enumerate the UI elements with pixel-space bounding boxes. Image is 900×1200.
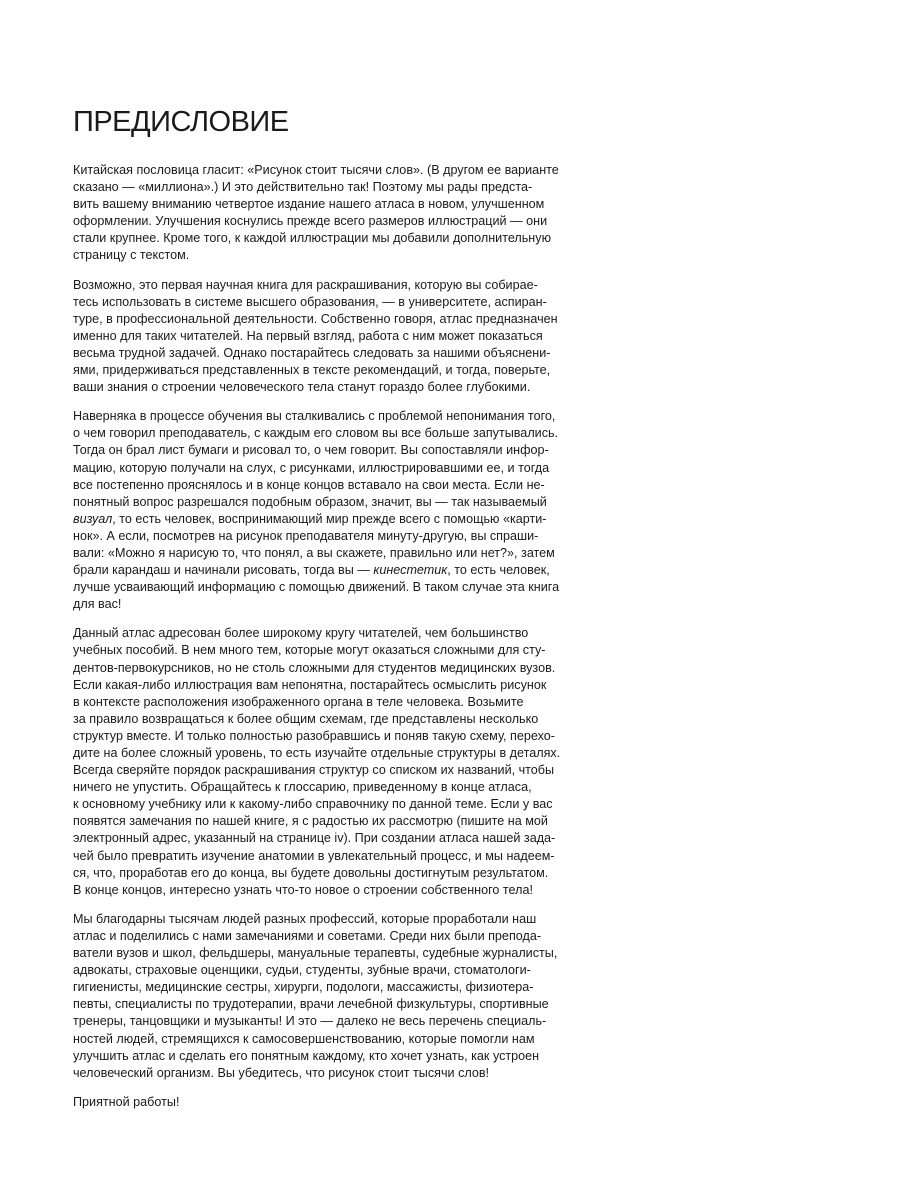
text-line: Китайская пословица гласит: «Рисунок стоит тысячи слов». (В другом ее варианте (73, 163, 559, 177)
text-line: в контексте расположения изображенного органа в теле человека. Возьмите (73, 694, 524, 709)
text-line: ностей людей, стремящихся к самосовершенствованию, которые помогли нам (73, 1031, 535, 1046)
text-line: для вас! (73, 597, 122, 612)
text-line: сказано — «миллиона».) И это действительно так! Поэтому мы рады предста- (73, 180, 533, 195)
text-line: тесь использовать в системе высшего образования, — в университете, аспиран- (73, 294, 547, 309)
page-title: ПРЕДИСЛОВИЕ (73, 106, 289, 138)
text-line: брали карандаш и начинали рисовать, тогда вы — кинестетик, то есть человек, (73, 563, 550, 578)
text-line: электронный адрес, указанный на странице iv). При создании атласа нашей зада- (73, 831, 556, 846)
text-line: В конце концов, интересно узнать что-то новое о строении собственного тела! (73, 882, 533, 897)
text-line: весьма трудной задачей. Однако постарайтесь следовать за нашими объяснени- (73, 345, 551, 360)
paragraph (73, 277, 579, 397)
text-line: нок». А если, посмотрев на рисунок преподавателя минуту-другую, вы спраши- (73, 528, 539, 543)
text-line: чей было превратить изучение анатомии в увлекательный процесс, и мы надеем- (73, 848, 555, 863)
text-line: стали крупнее. Кроме того, к каждой иллюстрации мы добавили дополнительную (73, 231, 552, 246)
text-line: Наверняка в процессе обучения вы сталкивались с проблемой непонимания того, (73, 409, 556, 424)
paragraph (73, 162, 579, 265)
text-line: ничего не упустить. Обращайтесь к глоссарию, приведенному в конце атласа, (73, 780, 532, 795)
text-line: гигиенисты, медицинские сестры, хирурги, подологи, массажисты, физиотера- (73, 980, 534, 995)
text-line: появятся замечания по нашей книге, я с радостью их рассмотрю (пишите на мой (73, 814, 548, 829)
text-line: Данный атлас адресован более широкому кругу читателей, чем большинство (73, 626, 529, 641)
text-line: мацию, которую получали на слух, с рисунками, иллюстрировавшими ее, и тогда (73, 460, 550, 475)
text-line: понятный вопрос разрешался подобным образом, значит, вы — так называемый (73, 494, 547, 509)
text-line: визуал, то есть человек, воспринимающий мир прежде всего с помощью «карти- (73, 511, 547, 526)
text-line: туре, в профессиональной деятельности. Собственно говоря, атлас предназначен (73, 311, 558, 326)
text-line: человеческий организм. Вы убедитесь, что рисунок стоит тысячи слов! (73, 1065, 490, 1080)
text-line: ся, что, проработав его до конца, вы будете довольны достигнутым результатом. (73, 865, 549, 880)
text-line: ями, придерживаться представленных в тексте рекомендаций, и тогда, поверьте, (73, 363, 551, 378)
paragraph (73, 1094, 579, 1111)
text-line: вить вашему вниманию четвертое издание нашего атласа в новом, улучшенном (73, 197, 545, 212)
text-line: певты, специалисты по трудотерапии, врачи лечебной физкультуры, спортивные (73, 997, 549, 1012)
text-line: ваши знания о строении человеческого тела станут гораздо более глубокими. (73, 380, 531, 395)
text-line: структур вместе. И только полностью разобравшись и поняв такую схему, перехо- (73, 728, 555, 743)
paragraph (73, 408, 579, 613)
text-line: страницу с текстом. (73, 248, 190, 263)
text-line: улучшить атлас и сделать его понятным каждому, кто хочет узнать, как устроен (73, 1048, 540, 1063)
text-line: все постепенно прояснялось и в конце концов вставало на свои места. Если не- (73, 477, 545, 492)
paragraph (73, 625, 579, 899)
body-text (73, 162, 579, 1111)
text-line: к основному учебнику или к какому-либо справочнику по данной теме. Если у вас (73, 797, 553, 812)
text-line: Всегда сверяйте порядок раскрашивания структур со списком их названий, чтобы (73, 763, 555, 778)
text-line: Возможно, это первая научная книга для раскрашивания, которую вы собирае- (73, 277, 538, 292)
text-line: учебных пособий. В нем много тем, которые могут оказаться сложными для сту- (73, 643, 546, 658)
text-line: именно для таких читателей. На первый взгляд, работа с ним может показаться (73, 328, 543, 343)
text-line: Приятной работы! (73, 1094, 180, 1109)
text-line: адвокаты, страховые оценщики, судьи, студенты, зубные врачи, стоматологи- (73, 963, 531, 978)
document-page (73, 100, 579, 1123)
text-line: ватели вузов и школ, фельдшеры, мануальные терапевты, судебные журналисты, (73, 946, 558, 961)
paragraph (73, 911, 579, 1082)
text-line: вали: «Можно я нарисую то, что понял, а вы скажете, правильно или нет?», затем (73, 545, 555, 560)
text-line: тренеры, танцовщики и музыканты! И это — далеко не весь перечень специаль- (73, 1014, 547, 1029)
text-line: Мы благодарны тысячам людей разных профессий, которые проработали наш (73, 911, 537, 926)
text-line: дентов-первокурсников, но не столь сложными для студентов медицинских вузов. (73, 660, 556, 675)
text-line: дите на более сложный уровень, то есть изучайте отдельные структуры в деталях. (73, 746, 561, 760)
text-line: о чем говорил преподаватель, с каждым его словом вы все больше запутывались. (73, 426, 559, 441)
text-line: Тогда он брал лист бумаги и рисовал то, о чем говорит. Вы сопоставляли инфор- (73, 443, 549, 458)
text-line: Если какая-либо иллюстрация вам непонятна, постарайтесь осмыслить рисунок (73, 677, 547, 692)
text-line: за правило возвращаться к более общим схемам, где представлены несколько (73, 711, 539, 726)
text-line: лучше усваивающий информацию с помощью движений. В таком случае эта книга (73, 580, 560, 595)
text-line: оформлении. Улучшения коснулись прежде всего размеров иллюстраций — они (73, 214, 548, 229)
text-line: атлас и поделились с нами замечаниями и советами. Среди них были препода- (73, 928, 542, 943)
